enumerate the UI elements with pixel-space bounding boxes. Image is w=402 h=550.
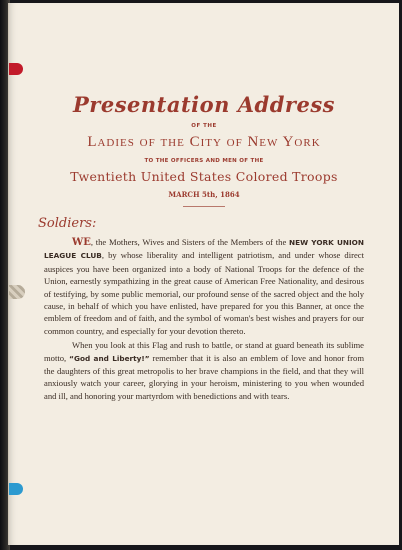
ladies-heading: Ladies of the City of New York <box>87 134 321 150</box>
of-the-line: OF THE <box>191 123 217 129</box>
document-date: MARCH 5th, 1864 <box>168 190 240 199</box>
cord-tie <box>9 285 25 299</box>
document-content <box>38 92 365 402</box>
paragraph-2-part-a: When you look at this Flag and rush to battle, or stand at guard beneath its sublime motto, <box>44 340 364 363</box>
paragraph-1-part-a: , the Mothers, Wives and Sisters of the Members of the <box>90 237 287 247</box>
troops-heading: Twentieth United States Colored Troops <box>70 169 338 184</box>
union-league-club-name: NEW YORK UNION LEAGUE CLUB <box>44 238 364 261</box>
drop-cap: WE <box>72 237 91 248</box>
red-ribbon-tie <box>9 63 23 75</box>
paragraph-1-part-b: , by whose liberality and intelligent patriotism, and under whose direct auspices you have been organized into a body of National Troops for the defence of the Union, earnestly sympathizing in the great cause of American Free Nationality, and desirous of testifying, by some public memorial, our profound sense of the sacred object and the holy cause, in behalf of which you have enlisted, have prepared for you this Banner, at once the emblem of freedom and of faith, and the symbol of woman's best wishes and prayers for our common country, and especially for your devotion thereto. <box>44 250 364 336</box>
address-body <box>44 236 364 402</box>
paragraph-1 <box>44 236 364 337</box>
blue-ribbon-tie <box>9 483 23 495</box>
document-title: Presentation Address <box>73 92 335 117</box>
paragraph-2 <box>44 339 364 402</box>
paragraph-2-part-b: remember that it is also an emblem of love and honor from the daughters of this great metropolis to her brave champions in the field, and that they will anxiously watch your career, glorying in your heroism, ministering to you when wounded and ill, and honoring your martyrdom with benedictions and with tears. <box>44 352 365 401</box>
salutation: Soldiers: <box>38 216 97 231</box>
to-officers-line: TO THE OFFICERS AND MEN OF THE <box>144 158 264 164</box>
divider-rule <box>183 206 225 207</box>
banner-motto: “God and Liberty!” <box>69 353 150 363</box>
